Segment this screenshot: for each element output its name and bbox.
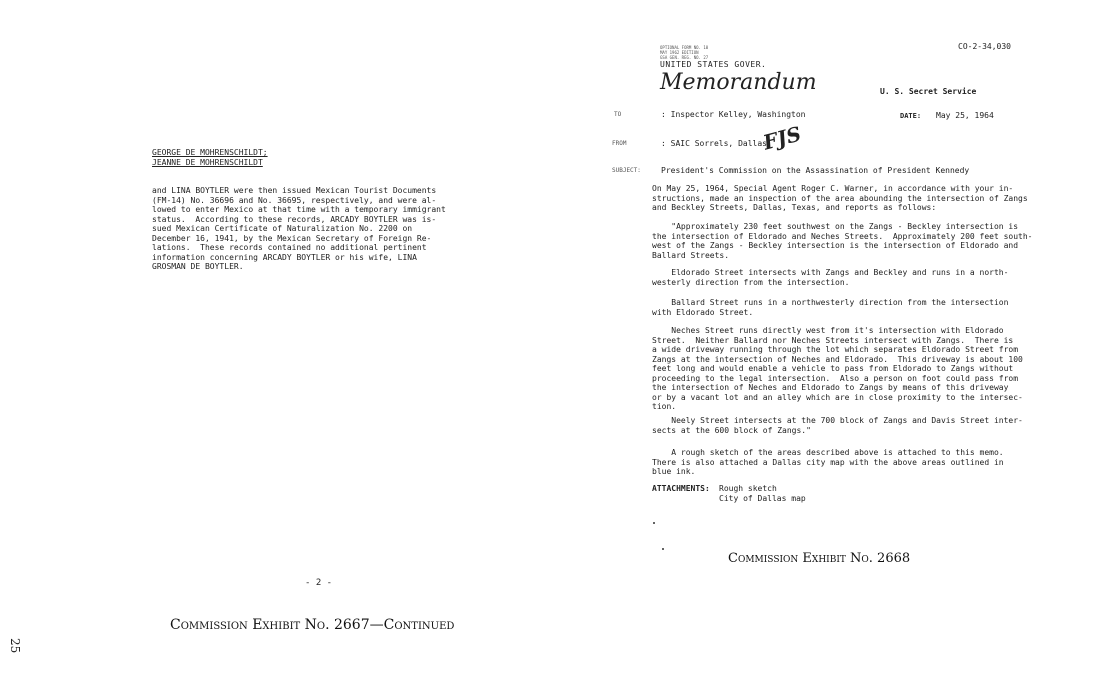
- body-line: information concerning ARCADY BOYTLER or his wife, LINA: [152, 252, 417, 262]
- scan-speck: [653, 522, 655, 524]
- left-page-number: - 2 -: [305, 578, 333, 588]
- side-page-number: 25: [8, 638, 22, 654]
- attachment-item: Rough sketch: [719, 484, 777, 493]
- body-line: status. According to these records, ARCADY BOYTLER was is-: [152, 214, 437, 224]
- from-value: : SAIC Sorrels, Dallas: [661, 139, 767, 148]
- name-line: JEANNE DE MOHRENSCHILDT: [152, 157, 263, 167]
- memo-paragraph: "Approximately 230 feet southwest on the Zangs - Beckley intersection is the intersection of Eldorado and Neches Streets. Approximately 200 feet south- west of the Zangs - Beckley intersection is the intersection of Eldorado and Ballard Streets.: [652, 222, 1033, 260]
- memo-paragraph: Neches Street runs directly west from it's intersection with Eldorado Street. Neither Ballard nor Neches Streets intersect with Zangs. There is a wide driveway running through the lot which separates Eldorado Street from Zangs at the intersection of Neches and Eldorado. This driveway is about 100 feet long and would enable a vehicle to pass from Eldorado to Zangs without proceeding to the legal intersection. Also a person on foot could pass from the intersection of Neches and Eldorado to Zangs by means of this driveway or by a vacant lot and an alley which are in close proximity to the intersec- tion.: [652, 326, 1023, 411]
- scan-speck: [662, 548, 664, 550]
- subject-label: SUBJECT:: [612, 167, 641, 174]
- memo-paragraph: On May 25, 1964, Special Agent Roger C. Warner, in accordance with your in- structions, made an inspection of the area abounding the intersection of Zangs and Beckley Streets, Dallas, Texas, and reports as follows:: [652, 184, 1028, 212]
- to-value: : Inspector Kelley, Washington: [661, 110, 806, 119]
- left-body-text: [152, 186, 472, 272]
- left-names-block: [152, 148, 268, 167]
- memo-paragraph: Ballard Street runs in a northwesterly direction from the intersection with Eldorado Street.: [652, 298, 1009, 317]
- body-line: lations. These records contained no additional pertinent: [152, 243, 427, 252]
- attachments-label: ATTACHMENTS:: [652, 484, 710, 493]
- to-label: TO: [614, 111, 622, 118]
- agency-name: U. S. Secret Service: [880, 87, 977, 96]
- body-line: December 16, 1941, by the Mexican Secretary of Foreign Re-: [152, 233, 432, 243]
- government-header: UNITED STATES GOVER.: [660, 60, 767, 69]
- body-line: GROSMAN DE BOYTLER.: [152, 262, 244, 271]
- from-label: FROM: [612, 140, 627, 147]
- right-exhibit-caption: Commission Exhibit No. 2668: [728, 551, 911, 566]
- memo-paragraph: Eldorado Street intersects with Zangs and Beckley and runs in a north- westerly direction from the intersection.: [652, 268, 1009, 287]
- body-line: (FM-14) No. 36696 and No. 36695, respectively, and were al-: [152, 195, 437, 205]
- body-line: lowed to enter Mexico at that time with a temporary immigrant: [152, 205, 446, 214]
- subject-value: President's Commission on the Assassination of President Kennedy: [661, 166, 970, 175]
- date-value: May 25, 1964: [936, 111, 994, 120]
- handwritten-initials: FJS: [760, 121, 804, 155]
- body-line: and LINA BOYTLER were then issued Mexican Tourist Documents: [152, 186, 437, 195]
- form-identifier: OPTIONAL FORM NO. 10 MAY 1962 EDITION GSA GEN. REG. NO. 27: [660, 45, 709, 60]
- memo-paragraph: A rough sketch of the areas described above is attached to this memo. There is also attached a Dallas city map with the above areas outlined in blue ink.: [652, 448, 1004, 476]
- memo-paragraph: Neely Street intersects at the 700 block of Zangs and Davis Street inter- sects at the 600 block of Zangs.": [652, 416, 1023, 435]
- attachments-list: [719, 484, 806, 503]
- document-number: CO-2-34,030: [958, 42, 1011, 51]
- date-label: DATE:: [900, 112, 922, 120]
- name-line: GEORGE DE MOHRENSCHILDT;: [152, 148, 268, 157]
- body-line: sued Mexican Certificate of Naturalization No. 2200 on: [152, 224, 413, 233]
- memo-title: Memorandum: [660, 70, 817, 95]
- left-exhibit-caption: Commission Exhibit No. 2667—Continued: [170, 617, 455, 633]
- attachment-item: City of Dallas map: [719, 493, 806, 503]
